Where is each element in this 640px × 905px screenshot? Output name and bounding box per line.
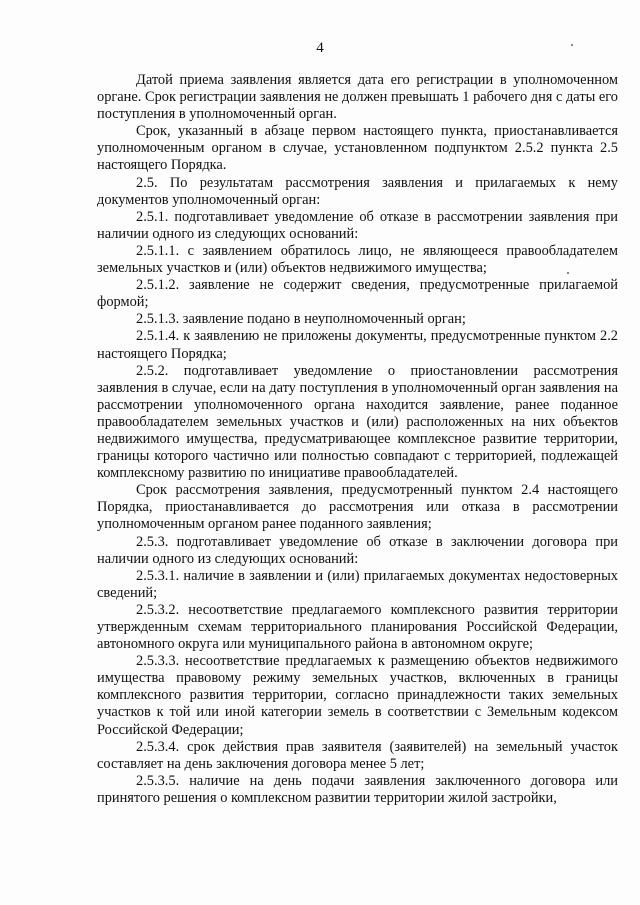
paragraph-2-5: 2.5. По результатам рассмотрения заявления и прилагаемых к нему документов уполномоченный орган: bbox=[97, 174, 618, 208]
paragraph-2-5-3: 2.5.3. подготавливает уведомление об отказе в заключении договора при наличии одного из следующих оснований: bbox=[97, 533, 618, 567]
paragraph-term-suspension: Срок, указанный в абзаце первом настоящего пункта, приостанавливается уполномоченным органом в случае, установленном подпунктом 2.5.2 пункта 2.5 настоящего Порядка. bbox=[97, 123, 618, 174]
paragraph-2-5-1-1: 2.5.1.1. с заявлением обратилось лицо, не являющееся правообладателем земельных участков и (или) объектов недвижимого имущества; bbox=[97, 242, 618, 277]
document-body bbox=[97, 72, 618, 807]
scan-speck bbox=[567, 272, 569, 274]
paragraph-2-5-2: 2.5.2. подготавливает уведомление о приостановлении рассмотрения заявления в случае, если на дату поступления в уполномоченный орган заявления на рассмотрении уполномоченного органа находится заявление, ранее поданное правообладателем земельных участков и (или) расположенных на них объектов недвижимого имущества, предусматривающее комплексное развитие территории, границы которого частично или полностью совпадают с территорией, подлежащей комплексному развитию по инициативе правообладателей. bbox=[97, 362, 618, 482]
paragraph-2-5-1-4: 2.5.1.4. к заявлению не приложены документы, предусмотренные пунктом 2.2 настоящего Порядка; bbox=[97, 328, 618, 362]
paragraph-review-term: Срок рассмотрения заявления, предусмотренный пунктом 2.4 настоящего Порядка, приостанавливается до рассмотрения или отказа в рассмотрении уполномоченным органом ранее поданного заявления; bbox=[97, 482, 618, 533]
paragraph-2-5-3-5: 2.5.3.5. наличие на день подачи заявления заключенного договора или принятого решения о комплексном развитии территории жилой застройки, bbox=[97, 772, 618, 806]
paragraph-2-5-3-2: 2.5.3.2. несоответствие предлагаемого комплексного развития территории утвержденным схемам территориального планирования Российской Федерации, автономного округа или муниципального района в автономном округе; bbox=[97, 601, 618, 653]
paragraph-2-5-1-2: 2.5.1.2. заявление не содержит сведения, предусмотренные прилагаемой формой; bbox=[97, 277, 618, 311]
paragraph-receipt-date: Датой приема заявления является дата его регистрации в уполномоченном органе. Срок регистрации заявления не должен превышать 1 рабочего дня с даты его поступления в уполномоченный орган. bbox=[97, 72, 618, 123]
scan-speck bbox=[571, 44, 573, 46]
paragraph-2-5-3-3: 2.5.3.3. несоответствие предлагаемых к размещению объектов недвижимого имущества правовому режиму земельных участков, включенных в границы комплексного развития территории, согласно принадлежности таких земельных участков к той или иной категории земель в соответствии с Земельным кодексом Российской Федерации; bbox=[97, 653, 618, 738]
paragraph-2-5-3-1: 2.5.3.1. наличие в заявлении и (или) прилагаемых документах недостоверных сведений; bbox=[97, 567, 618, 601]
paragraph-2-5-1-3: 2.5.1.3. заявление подано в неуполномоченный орган; bbox=[136, 311, 466, 328]
page-number: 4 bbox=[316, 40, 324, 56]
paragraph-2-5-1: 2.5.1. подготавливает уведомление об отказе в рассмотрении заявления при наличии одного из следующих оснований: bbox=[97, 208, 618, 242]
paragraph-2-5-3-4: 2.5.3.4. срок действия прав заявителя (заявителей) на земельный участок составляет на день заключения договора менее 5 лет; bbox=[97, 738, 618, 772]
